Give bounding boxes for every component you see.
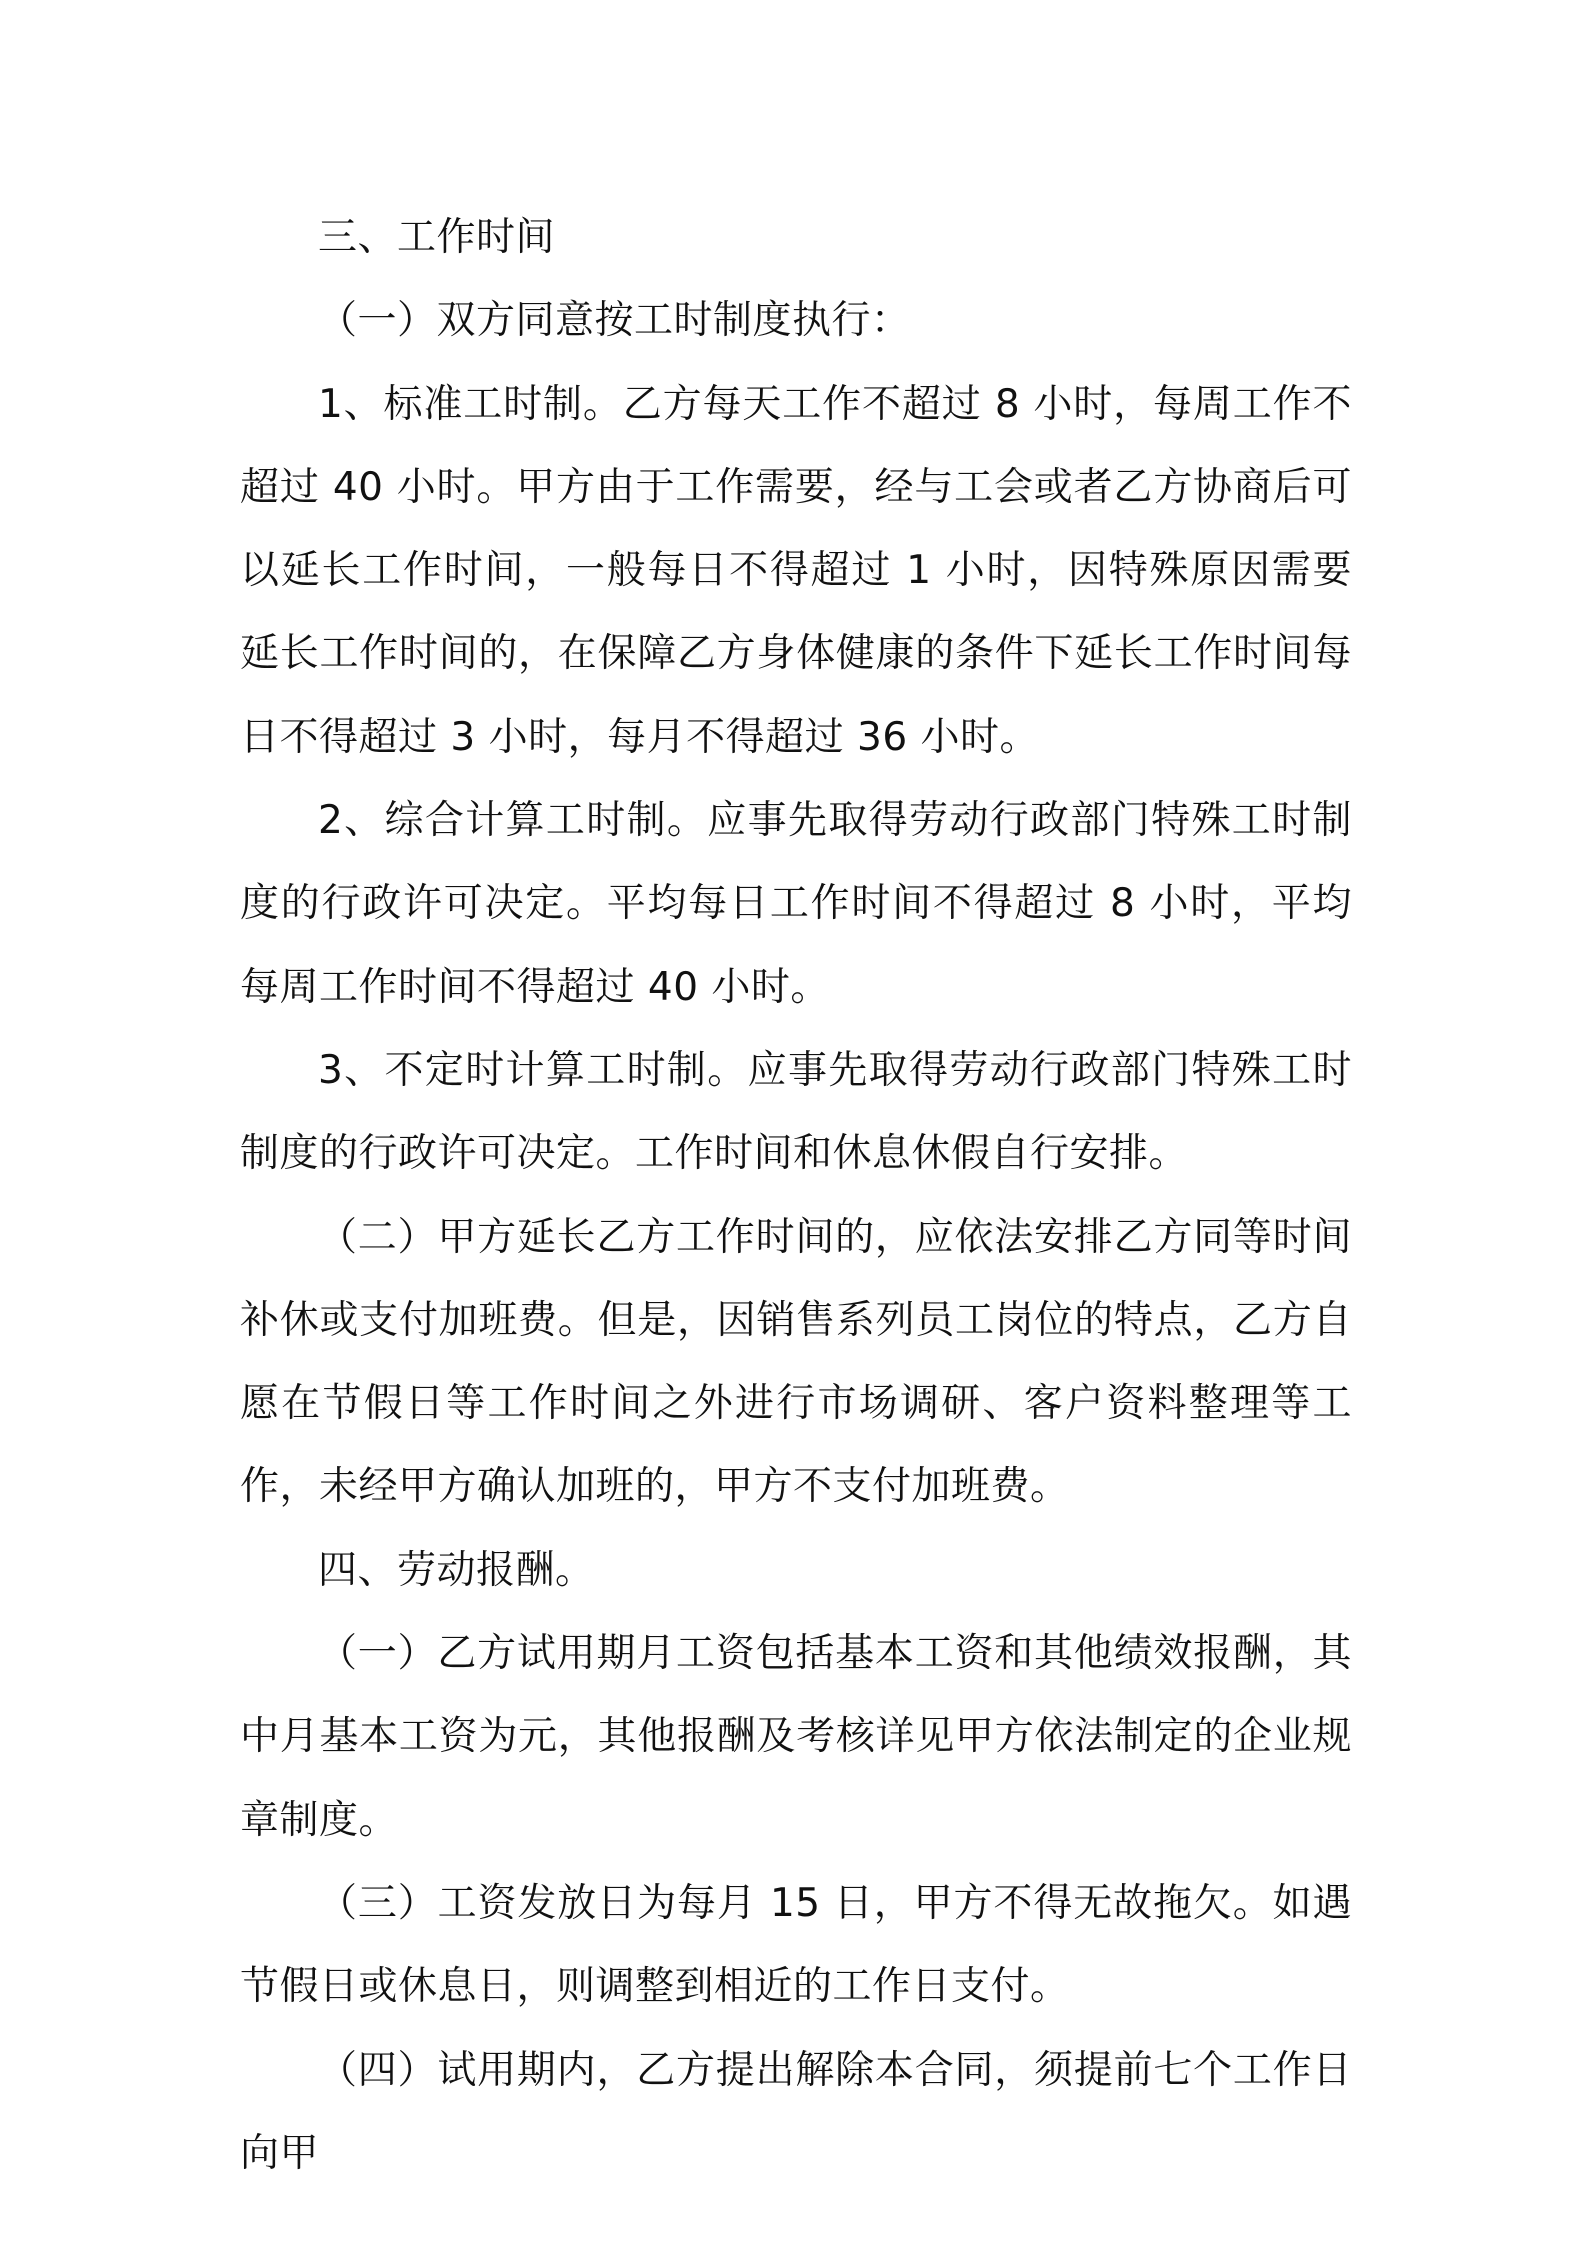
clause-3-2: （二）甲方延长乙方工作时间的，应依法安排乙方同等时间补休或支付加班费。但是，因销售系列员工岗位的特点，乙方自愿在节假日等工作时间之外进行市场调研、客户资料整理等工作，未经甲方确认加班的，甲方不支付加班费。 [240, 1214, 1352, 1510]
section-four-heading: 四、劳动报酬。 [318, 1547, 595, 1593]
section-three-heading: 三、工作时间 [318, 215, 556, 260]
clause-4-3: （三）工资发放日为每月 15 日，甲方不得无故拖欠。如遇节假日或休息日，则调整到相近的工作日支付。 [240, 1880, 1352, 2010]
clause-3-1-intro: （一）双方同意按工时制度执行： [318, 298, 911, 344]
clause-4-4: （四）试用期内，乙方提出解除本合同，须提前七个工作日向甲 [240, 2047, 1352, 2176]
document-body [240, 196, 1352, 2195]
clause-3-1-item-3: 3、不定时计算工时制。应事先取得劳动行政部门特殊工时制度的行政许可决定。工作时间和休息休假自行安排。 [240, 1047, 1352, 1177]
clause-4-1: （一）乙方试用期月工资包括基本工资和其他绩效报酬，其中月基本工资为元，其他报酬及考核详见甲方依法制定的企业规章制度。 [240, 1631, 1352, 1843]
clause-3-1-item-1: 1、标准工时制。乙方每天工作不超过 8 小时，每周工作不超过 40 小时。甲方由于工作需要，经与工会或者乙方协商后可以延长工作时间，一般每日不得超过 1 小时，因特殊原因需要延长工作时间的，在保障乙方身体健康的条件下延长工作时间每日不得超过 3 小时，每月不得超过 36 小时。 [240, 381, 1352, 760]
clause-3-1-item-2: 2、综合计算工时制。应事先取得劳动行政部门特殊工时制度的行政许可决定。平均每日工作时间不得超过 8 小时，平均每周工作时间不得超过 40 小时。 [240, 798, 1352, 1010]
